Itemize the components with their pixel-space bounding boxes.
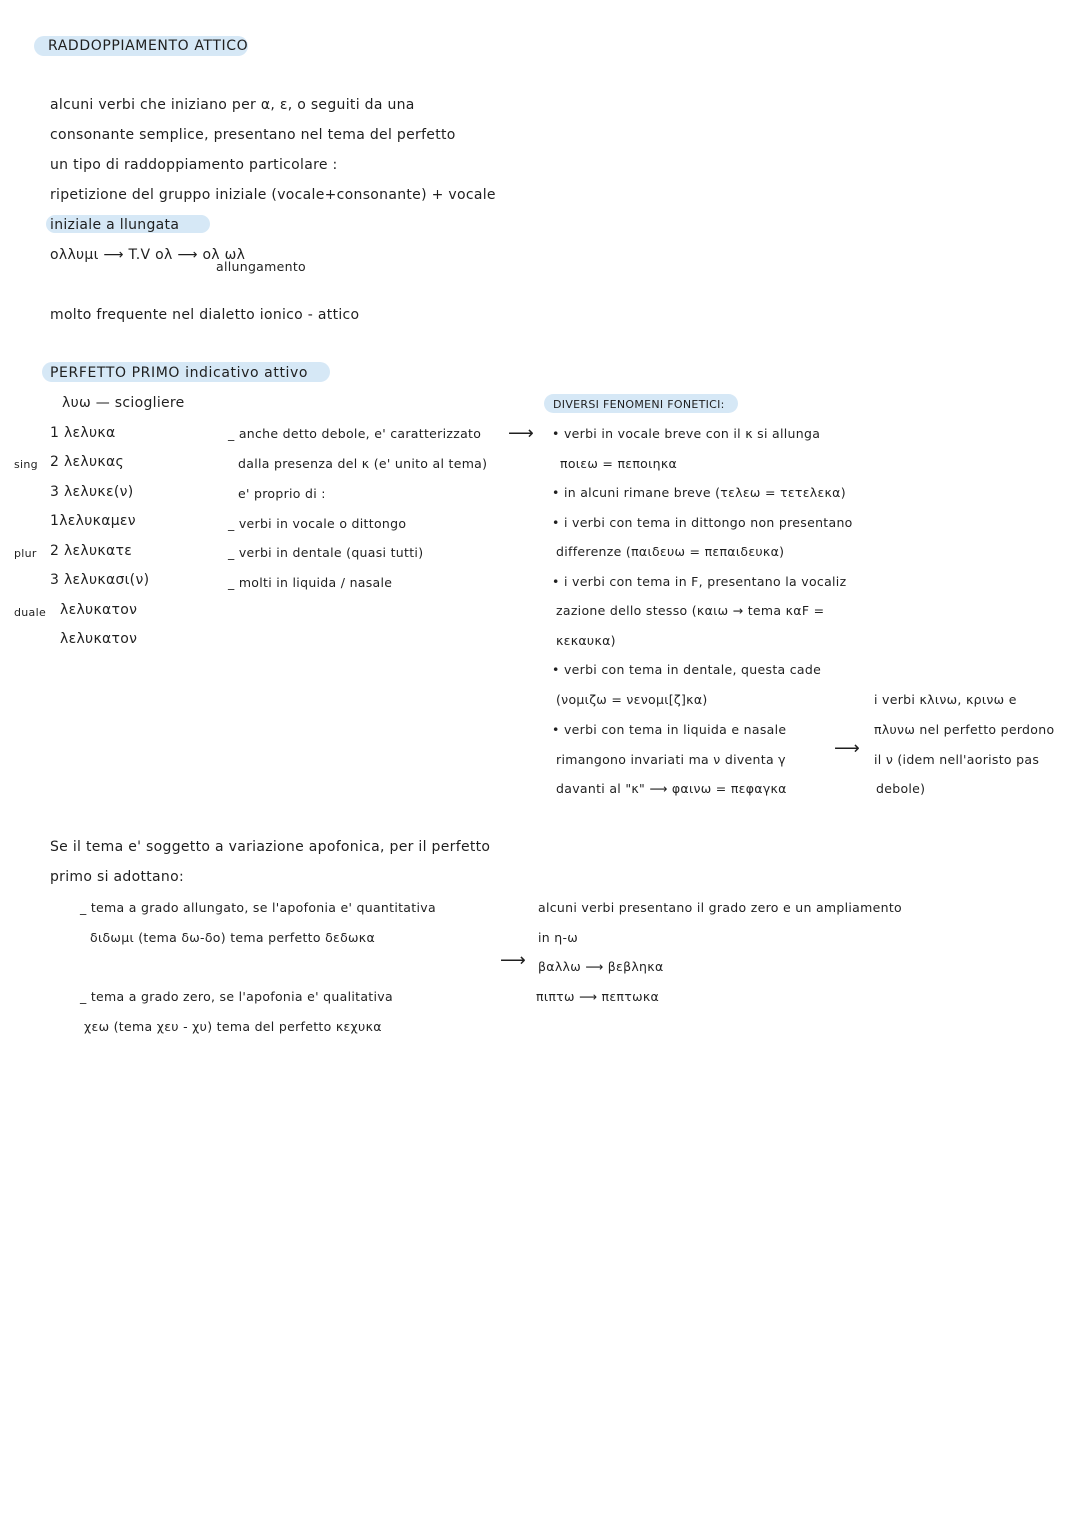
example-note: allungamento [216,259,306,274]
phonetic-line: • i verbi con tema in dittongo non presentano [552,515,853,530]
phonetic-line: differenze (παιδευω = πεπαιδευκα) [556,544,785,559]
rule-example: χεω (tema χευ - χυ) tema del perfetto κεχυκα [84,1019,382,1034]
phonetic-line: rimangono invariati ma ν diventa γ [556,752,786,767]
side-note-line: i verbi κλινω, κρινω e [874,692,1017,707]
label-sing: sing [14,458,38,471]
frequency-note: molto frequente nel dialetto ionico - attico [50,307,360,323]
conjugation-form: 3 λελυκε(ν) [50,484,134,500]
rule-line: _ tema a grado zero, se l'apofonia e' qualitativa [80,989,393,1004]
conjugation-form: λελυκατον [60,631,138,647]
description-line: dalla presenza del κ (e' unito al tema) [238,456,488,471]
conjugation-form: 3 λελυκασι(ν) [50,572,150,588]
conjugation-form: 2 λελυκας [50,454,124,470]
paragraph-line: iniziale a llungata [50,217,180,233]
phonetic-line: davanti al "κ" ⟶ φαινω = πεφαγκα [556,781,787,796]
description-line: _ molti in liquida / nasale [228,575,393,590]
conjugation-form: 1λελυκαμεν [50,513,136,529]
phonetic-line: • verbi con tema in dentale, questa cade [552,662,822,677]
description-line: e' proprio di : [238,486,326,501]
rule-example: διδωμι (tema δω-δο) tema perfetto δεδωκα [90,930,376,945]
phonetic-line: • verbi con tema in liquida e nasale [552,722,787,737]
conjugation-form: 2 λελυκατε [50,543,133,559]
right-arrow-icon: ⟶ [500,950,526,971]
right-note-line: in η-ω [538,930,579,945]
phonetic-line: • i verbi con tema in F, presentano la vocaliz [552,574,847,589]
right-arrow-icon: ⟶ [508,423,534,444]
apofonia-intro: Se il tema e' soggetto a variazione apofonica, per il perfetto [50,839,491,855]
paragraph-line: ripetizione del gruppo iniziale (vocale+consonante) + vocale [50,187,496,203]
right-note-line: βαλλω ⟶ βεβληκα [538,959,664,974]
phonetic-line: • in alcuni rimane breve (τελεω = τετελεκα) [552,485,846,500]
label-plur: plur [14,547,37,560]
example-formula: ολλυμι ⟶ T.V ολ ⟶ ολ ωλ [50,247,246,263]
side-note-line: debole) [876,781,926,796]
section-heading-perfetto-primo: PERFETTO PRIMO indicativo attivo [50,365,309,381]
side-note-line: πλυνω nel perfetto perdono [874,722,1055,737]
phonetic-line: zazione dello stesso (καιω → tema καF = [556,603,825,618]
side-note-line: il ν (idem nell'aoristo pas [874,752,1040,767]
right-arrow-icon: ⟶ [834,738,860,759]
apofonia-intro: primo si adottano: [50,869,184,885]
right-note-line: πιπτω ⟶ πεπτωκα [536,989,660,1004]
conjugation-form: 1 λελυκα [50,425,116,441]
rule-line: _ tema a grado allungato, se l'apofonia e' quantitativa [80,900,436,915]
conjugation-form: λελυκατον [60,602,138,618]
phonetic-line: • verbi in vocale breve con il κ si allunga [552,426,821,441]
description-line: _ anche detto debole, e' caratterizzato [228,426,482,441]
phonetic-line: (νομιζω = νενομι[ζ]κα) [556,692,708,707]
description-line: _ verbi in vocale o dittongo [228,516,407,531]
phonetic-heading: DIVERSI FENOMENI FONETICI: [553,398,725,411]
phonetic-line: ποιεω = πεποιηκα [560,456,678,471]
section-heading-raddoppiamento: RADDOPPIAMENTO ATTICO [48,38,249,54]
phonetic-line: κεκαυκα) [556,633,616,648]
label-duale: duale [14,606,47,619]
verb-entry: λυω — sciogliere [62,395,185,411]
paragraph-line: alcuni verbi che iniziano per α, ε, ο seguiti da una [50,97,415,113]
right-note-line: alcuni verbi presentano il grado zero e un ampliamento [538,900,902,915]
paragraph-line: consonante semplice, presentano nel tema del perfetto [50,127,456,143]
description-line: _ verbi in dentale (quasi tutti) [228,545,424,560]
paragraph-line: un tipo di raddoppiamento particolare : [50,157,338,173]
